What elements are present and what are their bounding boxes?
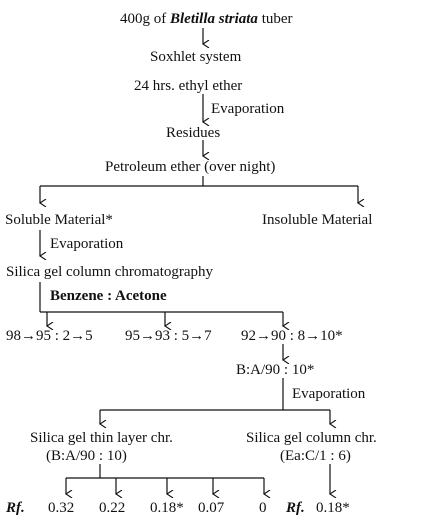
- rf-value: 0.18*: [150, 500, 184, 516]
- ba-fraction-label: B:A/90 : 10*: [236, 362, 315, 378]
- fraction-3-label: 92→90 : 8→10*: [241, 328, 343, 344]
- rf-value: 0.22: [99, 500, 126, 516]
- silica-column-label: Silica gel column chromatography: [6, 264, 214, 280]
- fraction-1-label: 98→95 : 2→5: [6, 328, 93, 344]
- rf-value: 0.32: [48, 500, 75, 516]
- rf-label: Rf.: [6, 500, 25, 516]
- tlc-label: Silica gel thin layer chr.: [30, 430, 173, 446]
- solvent-label: Benzene : Acetone: [50, 288, 167, 304]
- residues-label: Residues: [166, 125, 221, 141]
- evaporation-label-1: Evaporation: [211, 101, 285, 117]
- rf-value-2: 0.18*: [316, 500, 350, 516]
- evaporation-label-2: Evaporation: [50, 236, 124, 252]
- rf-value: 0: [259, 500, 267, 516]
- column2-solvent-label: (Ea:C/1 : 6): [280, 448, 351, 464]
- column2-label: Silica gel column chr.: [246, 430, 377, 446]
- soluble-label: Soluble Material*: [5, 212, 113, 228]
- rf-label-2: Rf.: [286, 500, 305, 516]
- rf-value: 0.07: [198, 500, 225, 516]
- soxhlet-label: Soxhlet system: [150, 49, 242, 65]
- start-label: 400g of Bletilla striata tuber: [120, 11, 293, 27]
- ether-label: 24 hrs. ethyl ether: [134, 78, 243, 94]
- evaporation-label-3: Evaporation: [292, 386, 366, 402]
- tlc-solvent-label: (B:A/90 : 10): [46, 448, 127, 464]
- insoluble-label: Insoluble Material: [262, 212, 373, 228]
- fraction-2-label: 95→93 : 5→7: [125, 328, 212, 344]
- connector-lines: [40, 28, 358, 494]
- petroleum-label: Petroleum ether (over night): [105, 159, 276, 175]
